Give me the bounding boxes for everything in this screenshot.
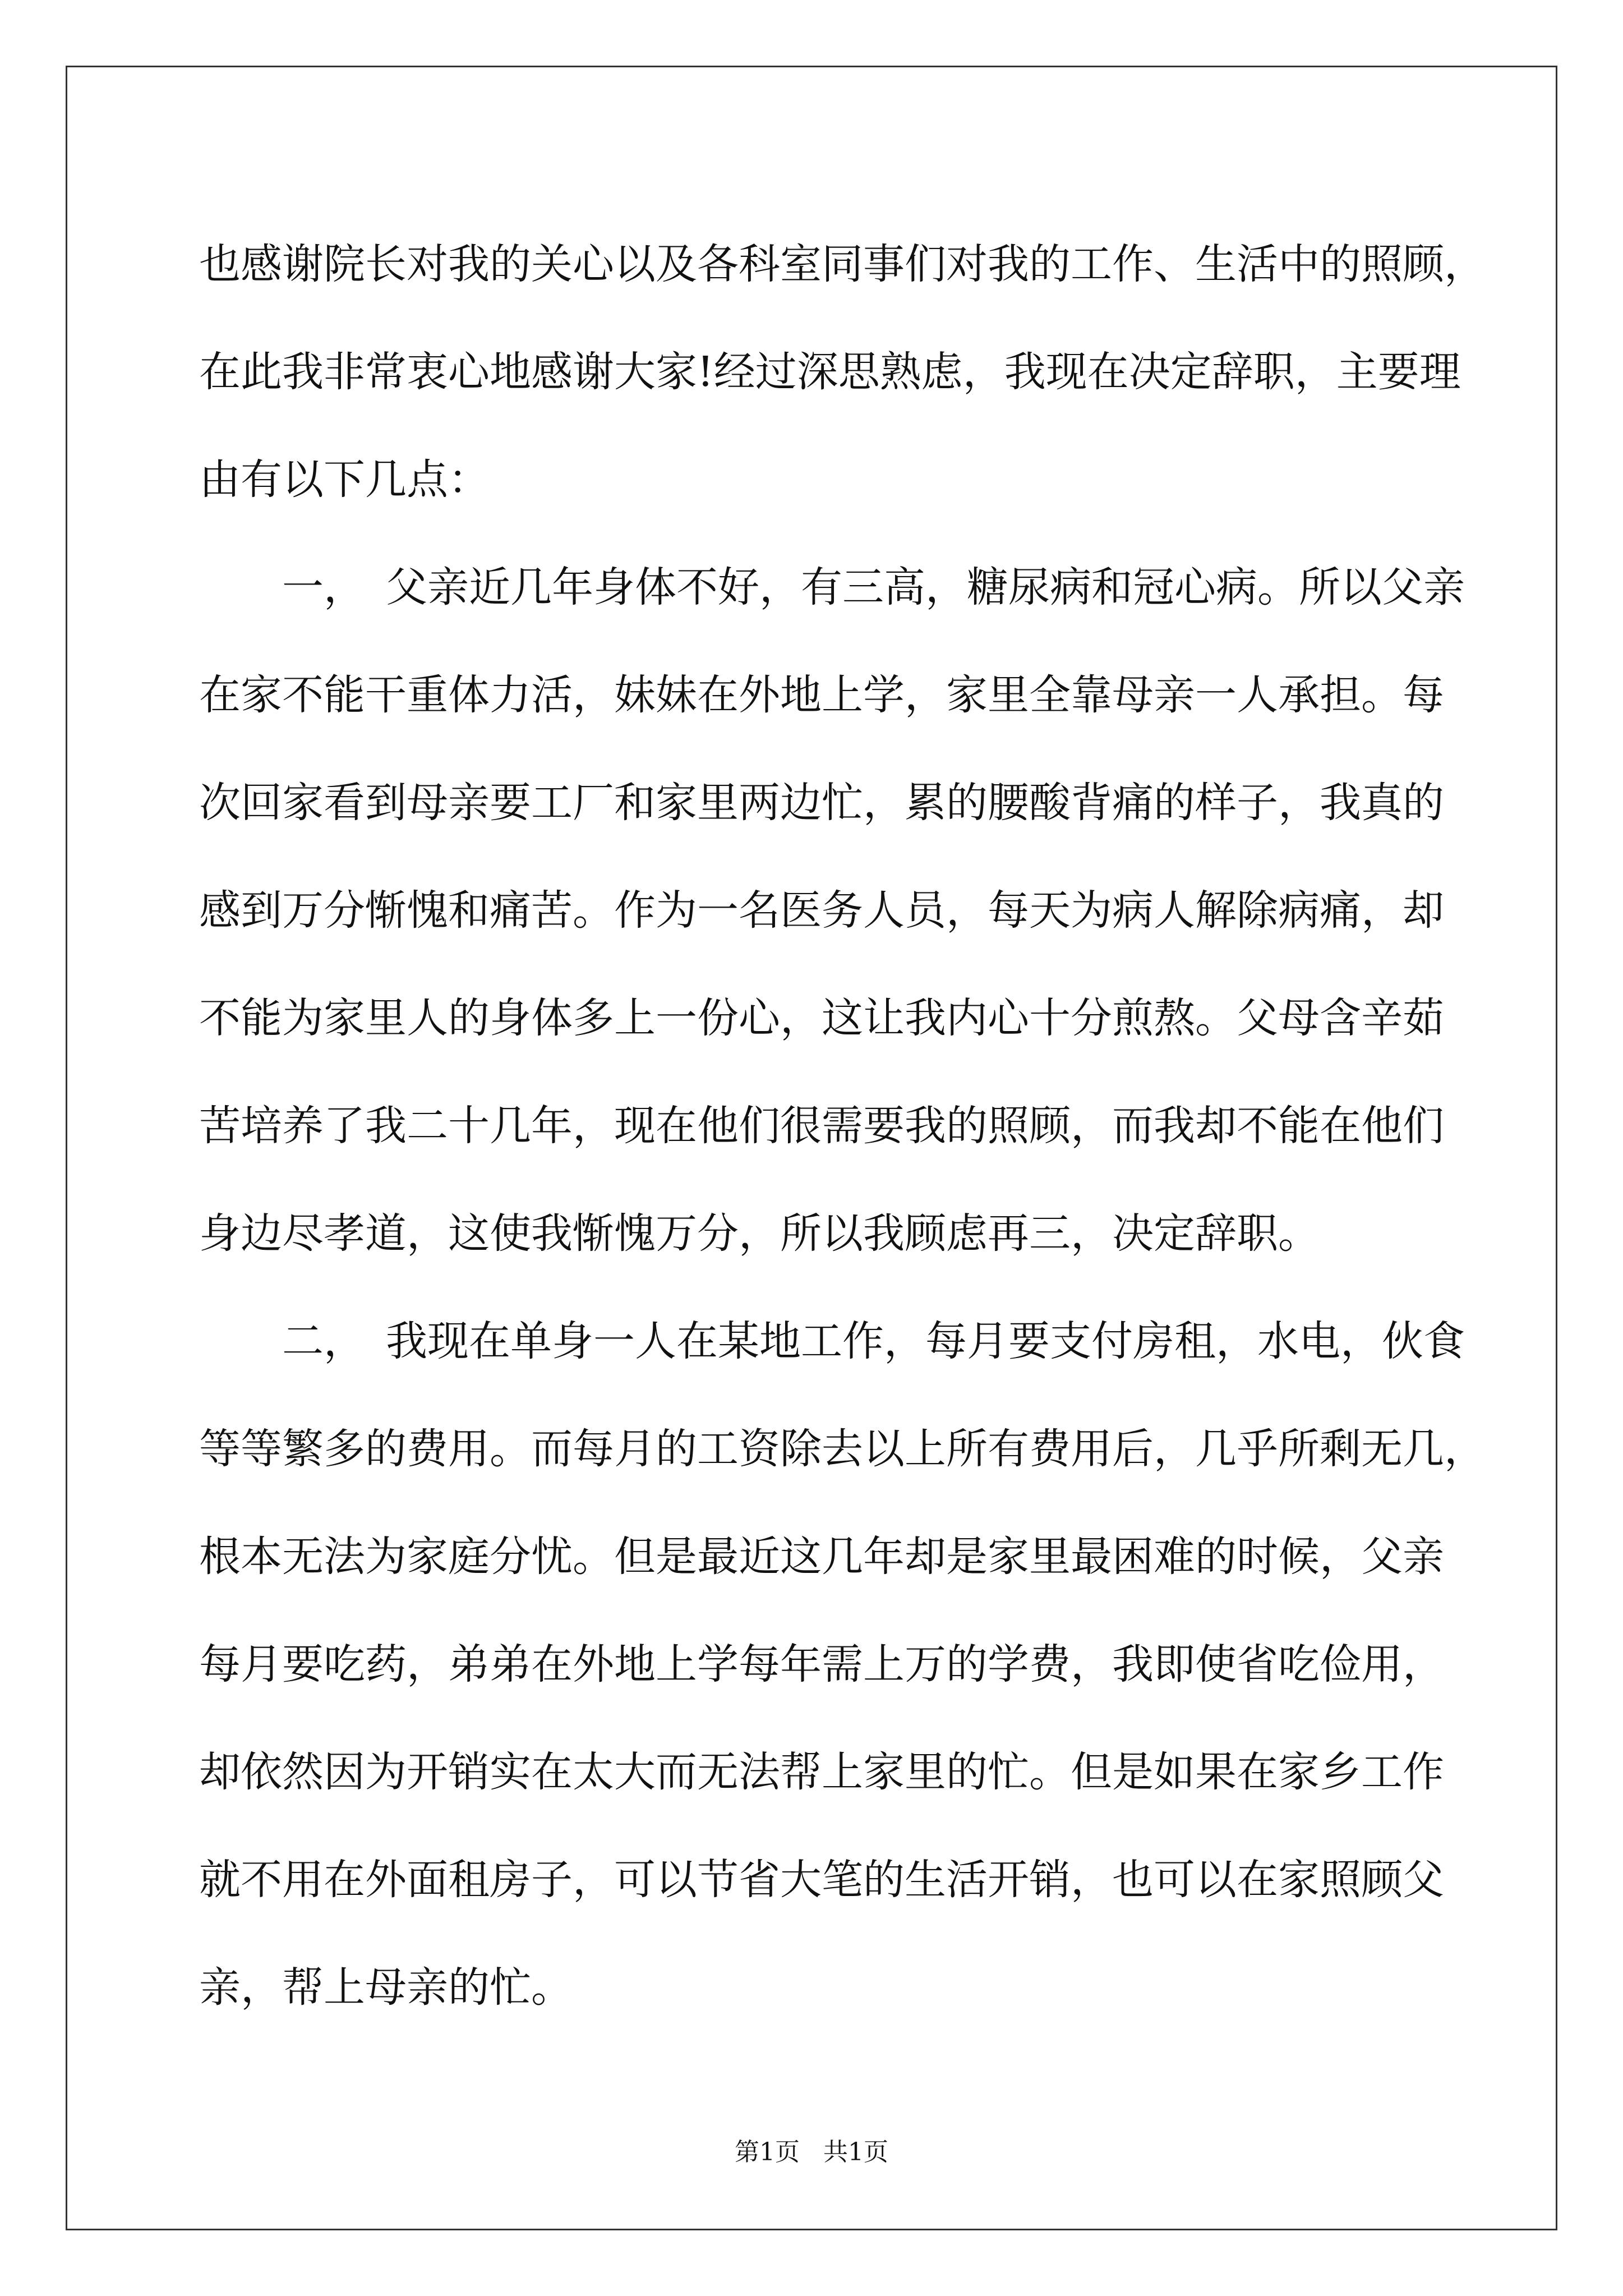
text-line: 在此我非常衷心地感谢大家!经过深思熟虑，我现在决定辞职，主要理 — [199, 348, 1461, 396]
paragraph-3 — [199, 1287, 1486, 2041]
text-line: 感到万分惭愧和痛苦。作为一名医务人员，每天为病人解除病痛，却 — [199, 886, 1444, 935]
text-line: 等等繁多的费用。而每月的工资除去以上所有费用后，几乎所剩无几， — [199, 1425, 1486, 1473]
page-footer: 第1页 共1页 — [735, 2138, 888, 2166]
text-line: 不能为家里人的身体多上一份心，这让我内心十分煎熬。父母含辛茹 — [199, 994, 1444, 1042]
text-line: 苦培养了我二十几年，现在他们很需要我的照顾，而我却不能在他们 — [199, 1102, 1444, 1150]
text-line: 也感谢院长对我的关心以及各科室同事们对我的工作、生活中的照顾， — [199, 240, 1486, 288]
text-line: 二， 我现在单身一人在某地工作，每月要支付房租，水电，伙食 — [199, 1317, 1465, 1365]
text-line: 在家不能干重体力活，妹妹在外地上学，家里全靠母亲一人承担。每 — [199, 671, 1444, 719]
text-line: 却依然因为开销实在太大而无法帮上家里的忙。但是如果在家乡工作 — [199, 1748, 1444, 1796]
text-line: 次回家看到母亲要工厂和家里两边忙，累的腰酸背痛的样子，我真的 — [199, 779, 1444, 827]
text-line: 就不用在外面租房子，可以节省大笔的生活开销，也可以在家照顾父 — [199, 1856, 1444, 1904]
text-line: 亲，帮上母亲的忙。 — [199, 1963, 573, 2012]
document-body — [199, 210, 1486, 2041]
text-line: 一， 父亲近几年身体不好，有三高，糖尿病和冠心病。所以父亲 — [199, 563, 1465, 611]
text-line: 根本无法为家庭分忧。但是最近这几年却是家里最困难的时候，父亲 — [199, 1533, 1444, 1581]
text-line: 每月要吃药，弟弟在外地上学每年需上万的学费，我即使省吃俭用， — [199, 1640, 1444, 1688]
paragraph-2 — [199, 533, 1465, 1287]
text-line: 由有以下几点： — [199, 455, 490, 504]
paragraph-1 — [199, 210, 1486, 533]
text-line: 身边尽孝道，这使我惭愧万分，所以我顾虑再三，决定辞职。 — [199, 1209, 1320, 1258]
